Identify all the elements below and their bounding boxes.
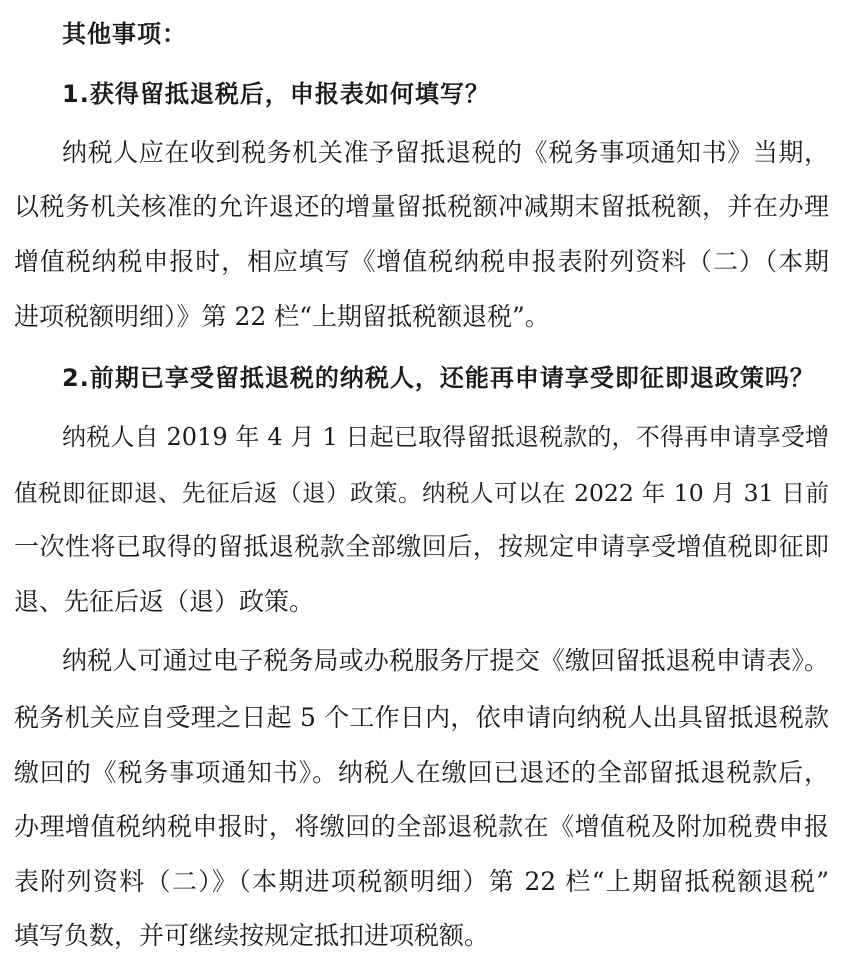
question-1-heading: 1.获得留抵退税后，申报表如何填写？ [62, 80, 490, 108]
q1-answer-line: 增值税纳税申报时，相应填写《增值税纳税申报表附列资料（二）（本期 [14, 247, 829, 276]
q1-answer-line: 进项税额明细）》第 22 栏“上期留抵税额退税”。 [14, 302, 550, 331]
q2-para2-line: 纳税人可通过电子税务局或办税服务厅提交《缴回留抵退税申请表》。 [62, 646, 829, 675]
q2-para2-line: 税务机关应自受理之日起 5 个工作日内，依申请向纳税人出具留抵退税款 [14, 703, 829, 732]
q1-answer-line: 纳税人应在收到税务机关准予留抵退税的《税务事项通知书》当期， [62, 138, 829, 167]
q2-para1-line: 值税即征即退、先征后返（退）政策。纳税人可以在 2022 年 10 月 31 日前 [14, 479, 829, 507]
q2-para2-line: 填写负数，并可继续按规定抵扣进项税额。 [14, 921, 490, 950]
q2-para2-line: 表附列资料（二）》（本期进项税额明细）第 22 栏“上期留抵税额退税” [14, 867, 829, 896]
q2-para1-line: 纳税人自 2019 年 4 月 1 日起已取得留抵退税款的，不得再申请享受增 [62, 423, 829, 451]
q2-para1-line: 退、先征后返（退）政策。 [14, 587, 315, 616]
question-2-heading: 2.前期已享受留抵退税的纳税人，还能再申请享受即征即退政策吗？ [62, 364, 815, 392]
section-title: 其他事项： [62, 20, 187, 48]
q2-para2-line: 办理增值税纳税申报时，将缴回的全部退税款在《增值税及附加税费申报 [14, 812, 829, 841]
q2-para1-line: 一次性将已取得的留抵退税款全部缴回后，按规定申请享受增值税即征即 [14, 532, 829, 561]
q1-answer-line: 以税务机关核准的允许退还的增量留抵税额冲减期末留抵税额，并在办理 [14, 192, 829, 221]
q2-para2-line: 缴回的《税务事项通知书》。纳税人在缴回已退还的全部留抵退税款后， [14, 758, 829, 787]
